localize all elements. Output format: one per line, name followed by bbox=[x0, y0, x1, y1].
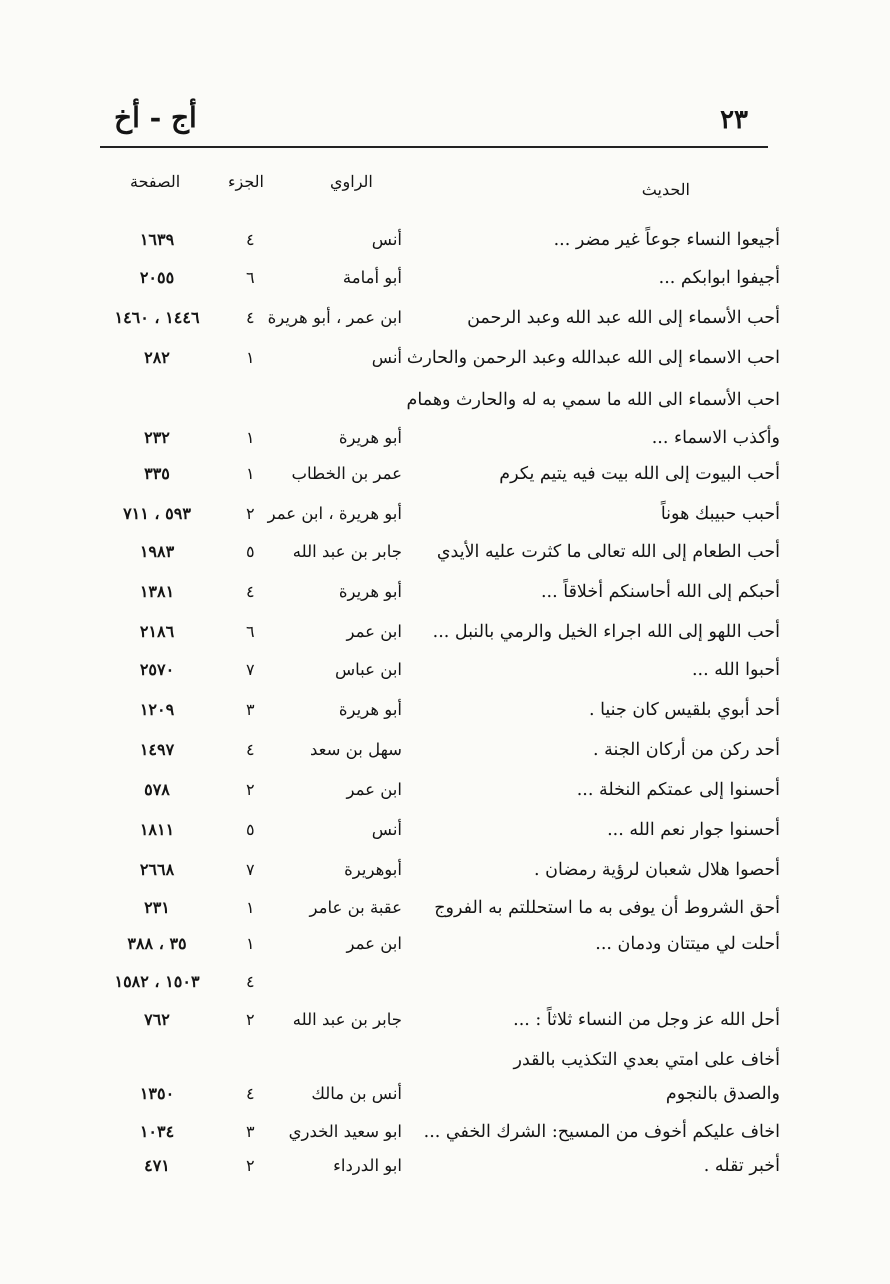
table-row bbox=[0, 308, 890, 338]
narrator: ابو سعيد الخدري bbox=[288, 1122, 402, 1141]
volume-number: ٥ bbox=[246, 542, 255, 561]
table-row bbox=[0, 1050, 890, 1080]
page-reference: ٢١٨٦ bbox=[139, 622, 175, 641]
volume-number: ١ bbox=[246, 898, 255, 917]
column-header-hadith: الحديث bbox=[641, 180, 690, 199]
table-row bbox=[0, 660, 890, 690]
volume-number: ٥ bbox=[246, 820, 255, 839]
hadith-text: أحسنوا إلى عمتكم النخلة ... bbox=[576, 780, 780, 800]
narrator: أبوهريرة bbox=[344, 860, 402, 879]
hadith-text: أجيعوا النساء جوعاً غير مضر ... bbox=[553, 230, 780, 250]
narrator: أبو هريرة ، ابن عمر bbox=[267, 504, 402, 523]
narrator: أنس بن مالك bbox=[311, 1084, 402, 1103]
page-reference: ١٣٨١ bbox=[139, 582, 175, 601]
narrator: ابن عباس bbox=[335, 660, 402, 679]
hadith-text: أحد ركن من أركان الجنة . bbox=[592, 740, 780, 760]
page-reference: ٣٥ ، ٣٨٨ bbox=[127, 934, 187, 953]
table-row bbox=[0, 504, 890, 534]
page-reference: ١٣٥٠ bbox=[139, 1084, 175, 1103]
page-reference: ١٢٠٩ bbox=[139, 700, 175, 719]
hadith-text: والصدق بالنجوم bbox=[665, 1084, 780, 1104]
volume-number: ٢ bbox=[246, 504, 255, 523]
volume-number: ٣ bbox=[246, 1122, 255, 1141]
narrator: أبو هريرة bbox=[338, 582, 402, 601]
page-number: ٢٣ bbox=[720, 105, 748, 135]
hadith-text: وأكذب الاسماء ... bbox=[651, 428, 780, 448]
volume-number: ٦ bbox=[246, 622, 255, 641]
volume-number: ٣ bbox=[246, 700, 255, 719]
page-reference: ١٩٨٣ bbox=[139, 542, 175, 561]
hadith-text: أخبر تقله . bbox=[703, 1156, 780, 1176]
hadith-text: أحب اللهو إلى الله اجراء الخيل والرمي بالنبل ... bbox=[432, 622, 780, 642]
hadith-text: أحل الله عز وجل من النساء ثلاثاً : ... bbox=[513, 1010, 780, 1030]
page-reference: ٣٣٥ bbox=[144, 464, 170, 483]
table-row bbox=[0, 898, 890, 928]
hadith-text: أحسنوا جوار نعم الله ... bbox=[607, 820, 780, 840]
page-reference: ١٤٩٧ bbox=[139, 740, 175, 759]
table-row bbox=[0, 1156, 890, 1186]
volume-number: ٢ bbox=[246, 1010, 255, 1029]
column-header-juz: الجزء bbox=[228, 172, 264, 191]
table-row bbox=[0, 268, 890, 298]
page-reference: ٤٧١ bbox=[144, 1156, 170, 1175]
table-row bbox=[0, 390, 890, 420]
narrator: أنس bbox=[371, 820, 402, 839]
hadith-text: أحلت لي ميتتان ودمان ... bbox=[595, 934, 780, 954]
hadith-text: أحب الطعام إلى الله تعالى ما كثرت عليه الأيدي bbox=[436, 542, 780, 562]
narrator: ابن عمر bbox=[346, 780, 402, 799]
volume-number: ٧ bbox=[246, 660, 255, 679]
narrator: جابر بن عبد الله bbox=[292, 542, 402, 561]
narrator: ابن عمر ، أبو هريرة bbox=[267, 308, 402, 327]
table-row bbox=[0, 582, 890, 612]
page-reference: ٢٣٢ bbox=[144, 428, 170, 447]
volume-number: ٢ bbox=[246, 1156, 255, 1175]
narrator: عقبة بن عامر bbox=[309, 898, 402, 917]
table-row bbox=[0, 740, 890, 770]
table-row bbox=[0, 820, 890, 850]
volume-number: ٤ bbox=[246, 230, 255, 249]
table-row bbox=[0, 428, 890, 458]
narrator: أنس bbox=[371, 348, 402, 367]
page-reference: ٢٣١ bbox=[144, 898, 170, 917]
page-reference: ١٥٠٣ ، ١٥٨٢ bbox=[114, 972, 200, 991]
page-reference: ١٨١١ bbox=[139, 820, 175, 839]
volume-number: ١ bbox=[246, 934, 255, 953]
page-reference: ٢٦٦٨ bbox=[139, 860, 175, 879]
narrator: أنس bbox=[371, 230, 402, 249]
page-reference: ٥٧٨ bbox=[144, 780, 170, 799]
volume-number: ٤ bbox=[246, 740, 255, 759]
page-reference: ٢٨٢ bbox=[144, 348, 170, 367]
volume-number: ٢ bbox=[246, 780, 255, 799]
hadith-text: أحد أبوي بلقيس كان جنيا . bbox=[588, 700, 780, 720]
table-row bbox=[0, 700, 890, 730]
table-row bbox=[0, 780, 890, 810]
hadith-text: أحب الأسماء إلى الله عبد الله وعبد الرحمن bbox=[467, 308, 780, 328]
table-row bbox=[0, 860, 890, 890]
hadith-text: أحبوا الله ... bbox=[691, 660, 780, 680]
page-reference: ٢٠٥٥ bbox=[139, 268, 175, 287]
hadith-text: أحب البيوت إلى الله بيت فيه يتيم يكرم bbox=[499, 464, 780, 484]
narrator: ابن عمر bbox=[346, 934, 402, 953]
table-row bbox=[0, 1122, 890, 1152]
hadith-text: أحبكم إلى الله أحاسنكم أخلاقاً ... bbox=[540, 582, 780, 602]
hadith-text: اخاف عليكم أخوف من المسيح: الشرك الخفي ... bbox=[423, 1122, 780, 1142]
volume-number: ٤ bbox=[246, 582, 255, 601]
volume-number: ٦ bbox=[246, 268, 255, 287]
volume-number: ١ bbox=[246, 428, 255, 447]
narrator: أبو هريرة bbox=[338, 428, 402, 447]
page-reference: ٢٥٧٠ bbox=[139, 660, 175, 679]
narrator: ابو الدرداء bbox=[333, 1156, 402, 1175]
table-row bbox=[0, 542, 890, 572]
section-heading: أج - أخ bbox=[114, 101, 197, 134]
table-row bbox=[0, 934, 890, 964]
volume-number: ١ bbox=[246, 348, 255, 367]
page-reference: ٥٩٣ ، ٧١١ bbox=[123, 504, 191, 523]
table-row bbox=[0, 348, 890, 378]
narrator: جابر بن عبد الله bbox=[292, 1010, 402, 1029]
hadith-text: احب الأسماء الى الله ما سمي به له والحارث وهمام bbox=[406, 390, 780, 410]
column-header-rawi: الراوي bbox=[330, 172, 373, 191]
volume-number: ٤ bbox=[246, 1084, 255, 1103]
volume-number: ٤ bbox=[246, 972, 255, 991]
volume-number: ٧ bbox=[246, 860, 255, 879]
table-row bbox=[0, 230, 890, 260]
page-reference: ١٠٣٤ bbox=[139, 1122, 175, 1141]
narrator: عمر بن الخطاب bbox=[291, 464, 402, 483]
hadith-text: أحصوا هلال شعبان لرؤية رمضان . bbox=[534, 860, 780, 880]
column-header-page: الصفحة bbox=[130, 172, 181, 191]
table-row bbox=[0, 1084, 890, 1114]
narrator: أبو هريرة bbox=[338, 700, 402, 719]
table-row bbox=[0, 1010, 890, 1040]
narrator: سهل بن سعد bbox=[309, 740, 402, 759]
table-row bbox=[0, 972, 890, 1002]
hadith-text: أحبب حبيبك هوناً bbox=[660, 504, 780, 524]
page-reference: ١٦٣٩ bbox=[139, 230, 175, 249]
narrator: ابن عمر bbox=[346, 622, 402, 641]
hadith-text: أخاف على امتي بعدي التكذيب بالقدر bbox=[513, 1050, 780, 1070]
volume-number: ٤ bbox=[246, 308, 255, 327]
hadith-text: أجيفوا ابوابكم ... bbox=[658, 268, 780, 288]
page-reference: ٧٦٢ bbox=[144, 1010, 170, 1029]
page-reference: ١٤٤٦ ، ١٤٦٠ bbox=[114, 308, 200, 327]
hadith-text: احب الاسماء إلى الله عبدالله وعبد الرحمن والحارث bbox=[406, 348, 780, 368]
narrator: أبو أمامة bbox=[342, 268, 402, 287]
table-row bbox=[0, 622, 890, 652]
hadith-text: أحق الشروط أن يوفى به ما استحللتم به الفروج bbox=[434, 898, 780, 918]
volume-number: ١ bbox=[246, 464, 255, 483]
table-row bbox=[0, 464, 890, 494]
